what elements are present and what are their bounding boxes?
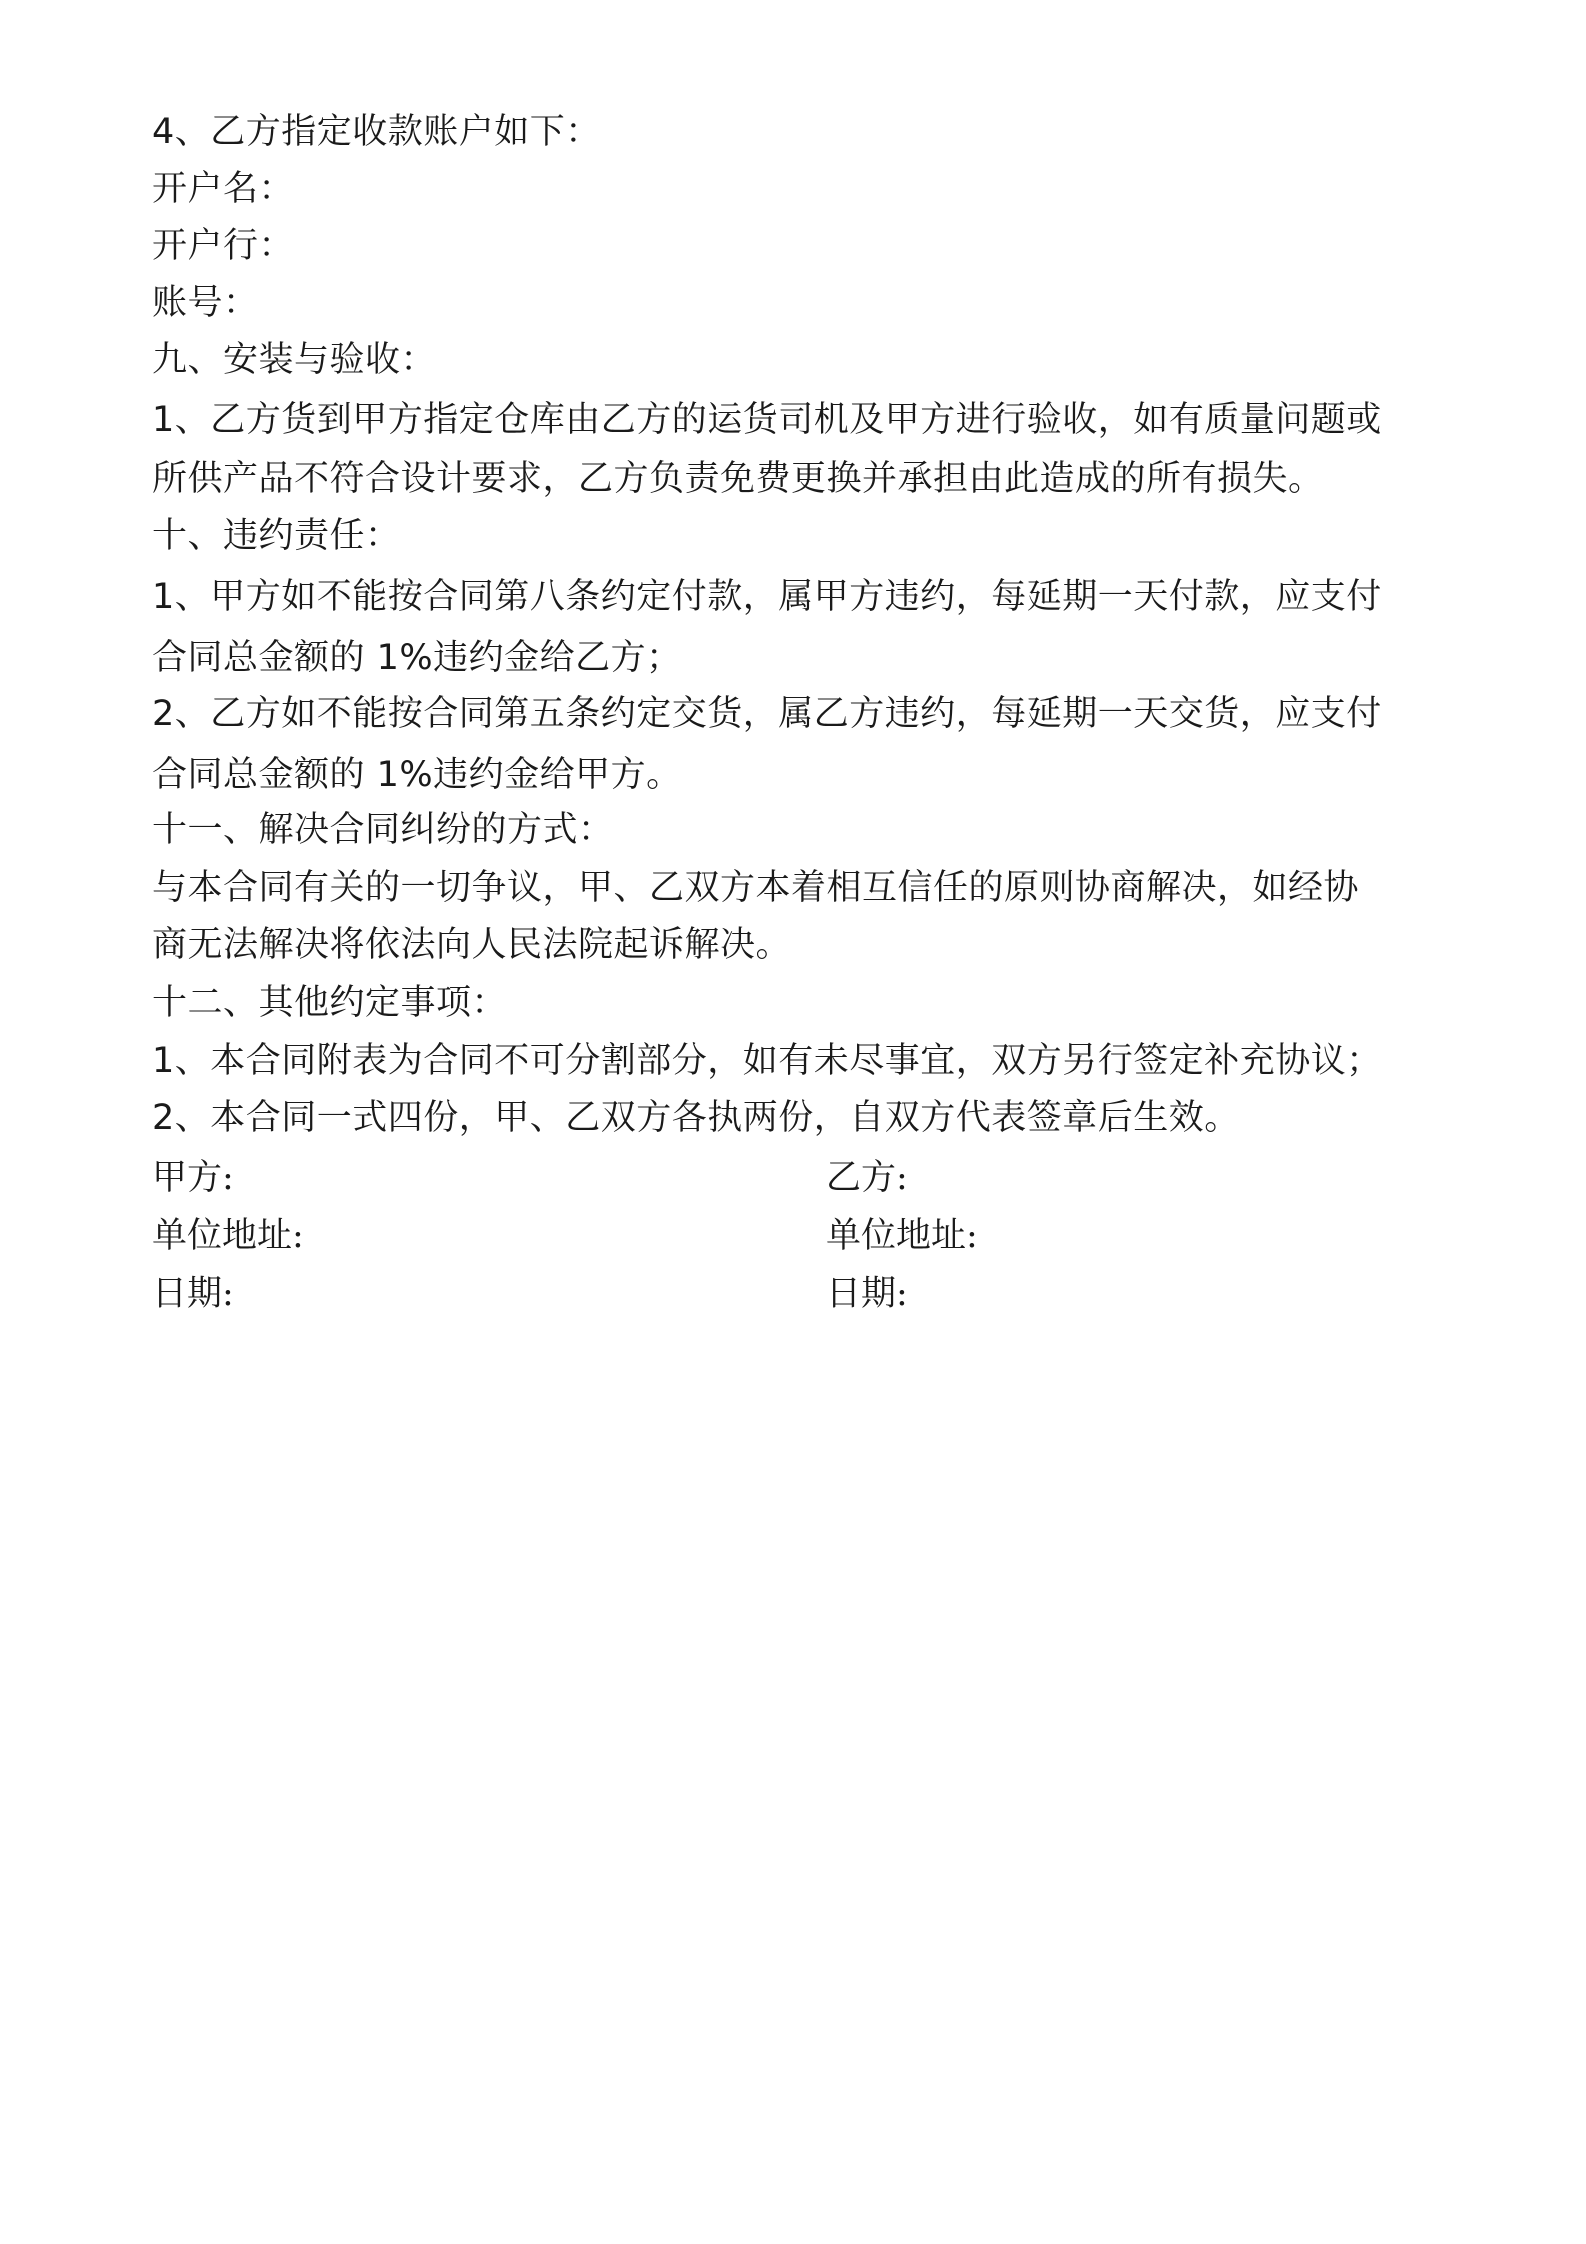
section-10-clause-1-line-1: 1、甲方如不能按合同第八条约定付款，属甲方违约，每延期一天付款，应支付 — [152, 577, 1382, 617]
section-10-clause-2-line-1: 2、乙方如不能按合同第五条约定交货，属乙方违约，每延期一天交货，应支付 — [152, 694, 1382, 734]
bank-name-label: 开户行： — [152, 226, 295, 266]
section-12-heading: 十二、其他约定事项： — [152, 983, 508, 1023]
section-11-text-line-1: 与本合同有关的一切争议，甲、乙双方本着相互信任的原则协商解决，如经协 — [152, 868, 1360, 908]
section-11-heading: 十一、解决合同纠纷的方式： — [152, 810, 614, 850]
party-b-address-label: 单位地址: — [826, 1216, 978, 1256]
section-9-clause-1-line-2: 所供产品不符合设计要求，乙方负责免费更换并承担由此造成的所有损失。 — [152, 459, 1324, 499]
section-10-heading: 十、违约责任： — [152, 516, 401, 556]
section-9-clause-1-line-1: 1、乙方货到甲方指定仓库由乙方的运货司机及甲方进行验收，如有质量问题或 — [152, 400, 1382, 440]
section-9-heading: 九、安装与验收： — [152, 340, 437, 380]
party-a-date-label: 日期: — [152, 1274, 234, 1314]
account-name-label: 开户名： — [152, 169, 295, 209]
section-12-clause-1: 1、本合同附表为合同不可分割部分，如有未尽事宜，双方另行签定补充协议； — [152, 1041, 1382, 1081]
section-11-text-line-2: 商无法解决将依法向人民法院起诉解决。 — [152, 925, 792, 965]
section-10-clause-1-line-2: 合同总金额的 1%违约金给乙方； — [152, 638, 682, 678]
account-number-label: 账号： — [152, 283, 259, 323]
section-12-clause-2: 2、本合同一式四份，甲、乙双方各执两份，自双方代表签章后生效。 — [152, 1098, 1240, 1138]
party-a-address-label: 单位地址: — [152, 1216, 304, 1256]
party-a-label: 甲方: — [152, 1158, 234, 1198]
section-10-clause-2-line-2: 合同总金额的 1%违约金给甲方。 — [152, 755, 682, 795]
party-b-label: 乙方: — [826, 1158, 908, 1198]
clause-4-account-heading: 4、乙方指定收款账户如下： — [152, 112, 601, 152]
party-b-date-label: 日期: — [826, 1274, 908, 1314]
